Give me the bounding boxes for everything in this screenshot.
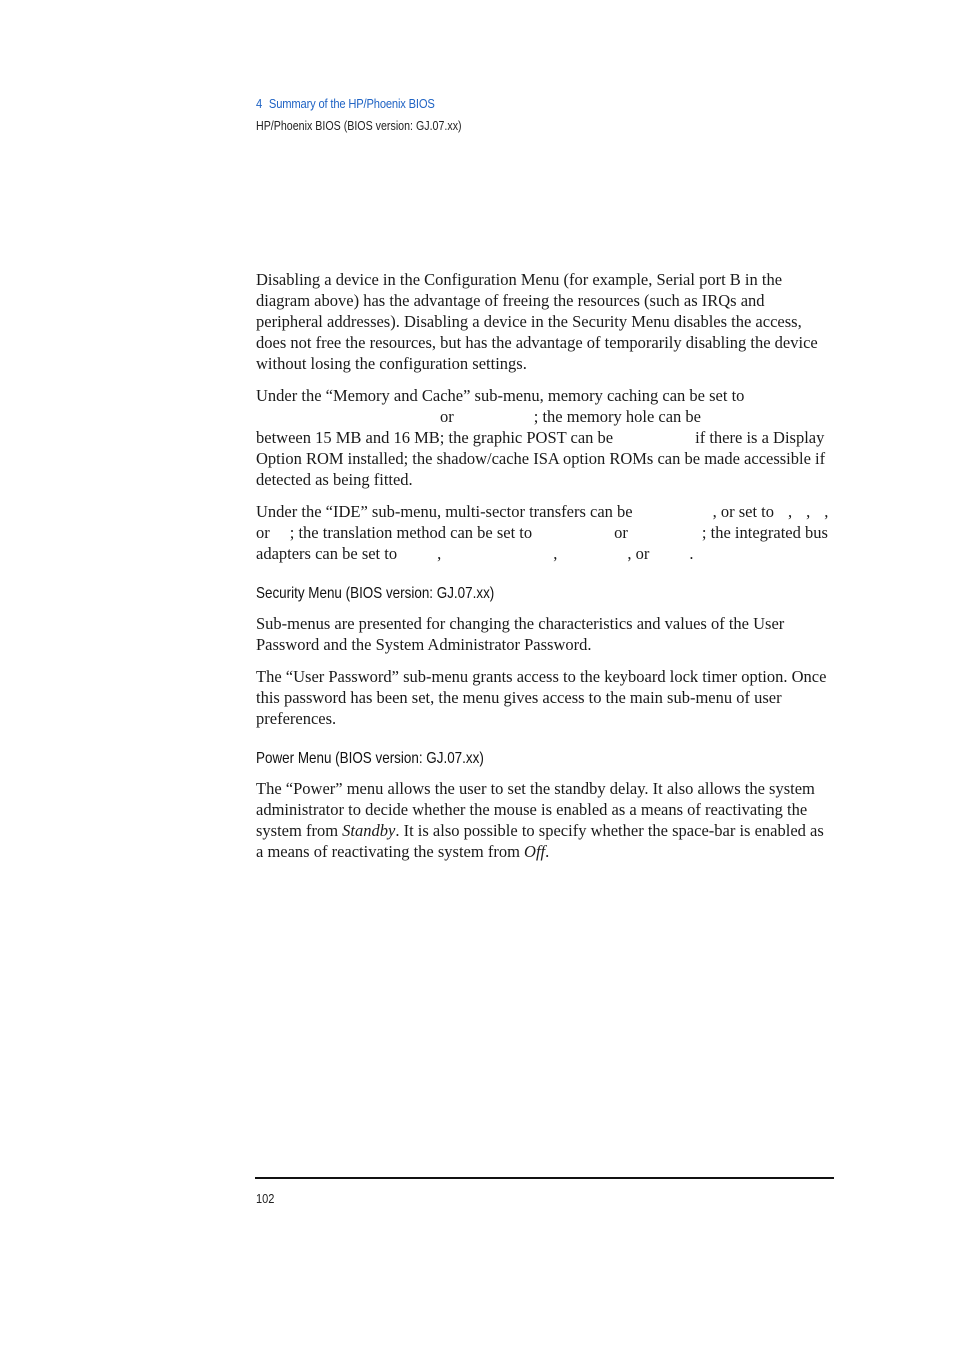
paragraph-configuration: Disabling a device in the Configuration Menu (for example, Serial port B in the diagram above) has the advantage of freeing the resources (such as IRQs and peripheral addresses). Disabling a device in the Security Menu disables the access, does not free the resources, but has the advantage of temporarily disabling the device without losing the configuration settings. [256, 270, 818, 373]
paragraph-power: The “Power” menu allows the user to set the standby delay. It also allows the system administrator to decide whether the mouse is enabled as a means of reactivating the system from Standby. It is also possible to specify whether the space-bar is enabled as a means of reactivating the system from Off. [256, 779, 824, 861]
page-number: 102 [256, 1191, 275, 1206]
paragraph-security-2: The “User Password” sub-menu grants access to the keyboard lock timer option. Once this password has been set, the menu gives access to the main sub-menu of user preferences. [256, 667, 827, 728]
running-header-subtitle: HP/Phoenix BIOS (BIOS version: GJ.07.xx) [256, 118, 462, 133]
paragraph-memory-cache: Under the “Memory and Cache” sub-menu, memory caching can be set to or ; the memory hole can be between 15 MB and 16 MB; the graphic POST can be if there is a Display Option ROM installed; the shadow/cache ISA option ROMs can be made accessible if detected as being fitted. [256, 386, 826, 489]
heading-security-menu: Security Menu (BIOS version: GJ.07.xx) [256, 585, 495, 602]
heading-power-menu: Power Menu (BIOS version: GJ.07.xx) [256, 750, 484, 767]
paragraph-security-1: Sub-menus are presented for changing the characteristics and values of the User Password and the System Administrator Password. [256, 614, 785, 654]
footer-rule [255, 1177, 834, 1179]
term-standby: Standby [342, 821, 396, 840]
body-text [256, 269, 834, 873]
term-off: Off [524, 842, 546, 861]
chapter-number: 4 [256, 96, 263, 111]
paragraph-ide: Under the “IDE” sub-menu, multi-sector transfers can be , or set to , , , or ; the translation method can be set to or ; the integrated bus adapters can be set to , , , or . [256, 502, 829, 563]
running-header-chapter [256, 96, 435, 111]
chapter-title: Summary of the HP/Phoenix BIOS [268, 96, 435, 111]
